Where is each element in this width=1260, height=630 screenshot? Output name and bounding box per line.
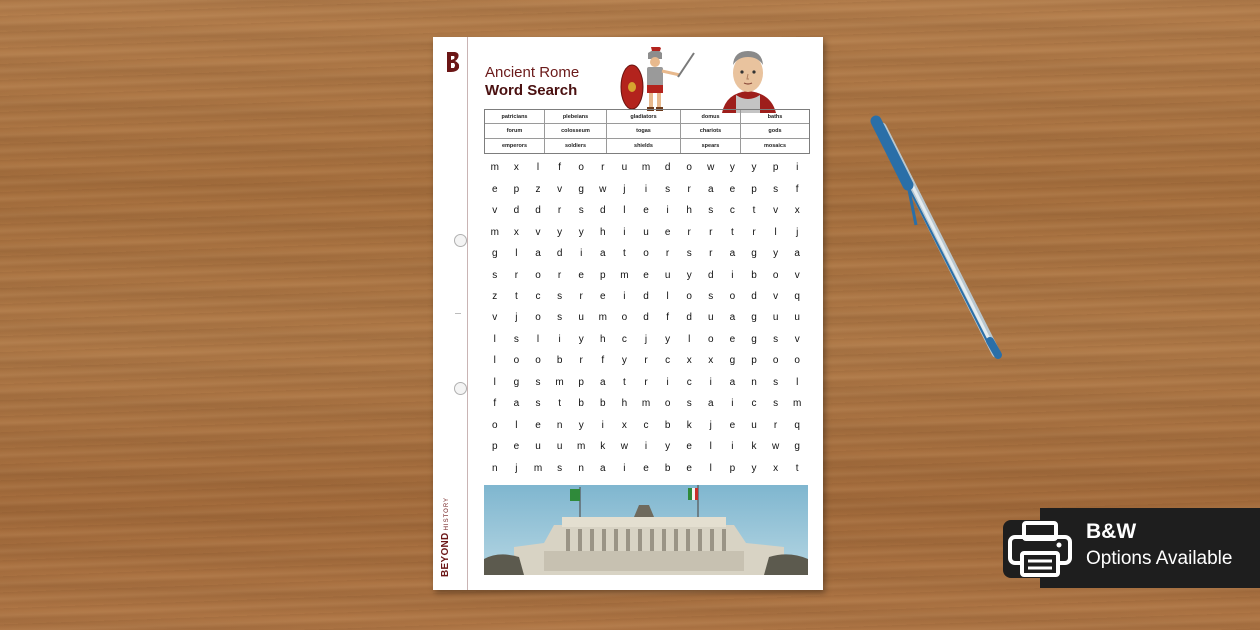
grid-letter: t: [795, 462, 799, 474]
grid-letter: s: [773, 398, 779, 410]
grid-letter: u: [772, 312, 779, 324]
grid-letter: v: [535, 226, 541, 238]
grid-letter: i: [558, 333, 561, 345]
grid-letter: a: [729, 248, 736, 260]
grid-letter: b: [556, 355, 563, 367]
grid-letter: o: [794, 355, 800, 367]
printer-icon: [1006, 519, 1074, 579]
word-bank-cell: domus: [681, 110, 741, 124]
grid-letter: o: [492, 419, 498, 431]
grid-letter: m: [620, 269, 629, 281]
grid-letter: x: [621, 419, 627, 431]
grid-letter: d: [556, 248, 563, 260]
grid-letter: u: [643, 226, 649, 238]
grid-letter: b: [600, 398, 606, 410]
grid-letter: q: [794, 291, 800, 303]
grid-letter: m: [641, 162, 651, 174]
badge-subtitle: Options Available: [1086, 548, 1233, 569]
margin-line: [467, 37, 468, 590]
grid-letter: l: [493, 355, 496, 367]
emperor-illustration: [716, 47, 781, 113]
grid-letter: i: [796, 162, 799, 174]
grid-letter: f: [666, 312, 669, 324]
grid-letter: i: [644, 441, 648, 453]
grid-letter: y: [578, 419, 584, 431]
word-bank-cell: chariots: [681, 124, 741, 138]
grid-letter: o: [686, 291, 692, 303]
grid-letter: e: [643, 462, 649, 474]
grid-letter: n: [751, 376, 757, 388]
grid-letter: s: [708, 291, 714, 303]
grid-letter: v: [773, 291, 779, 303]
grid-letter: f: [601, 355, 605, 367]
grid-letter: e: [643, 205, 649, 217]
grid-letter: o: [578, 162, 584, 174]
grid-letter: c: [643, 419, 649, 431]
grid-letter: c: [729, 205, 735, 217]
grid-letter: c: [751, 398, 757, 410]
grid-letter: s: [578, 205, 584, 217]
grid-letter: i: [623, 462, 626, 474]
grid-letter: m: [641, 398, 651, 410]
grid-letter: m: [793, 398, 802, 410]
grid-letter: d: [708, 269, 714, 281]
grid-letter: w: [620, 441, 628, 453]
grid-letter: s: [513, 333, 519, 345]
word-bank-cell: mosaics: [763, 142, 786, 149]
grid-letter: o: [535, 355, 541, 367]
word-bank-cell: spears: [681, 139, 741, 153]
grid-letter: l: [666, 291, 669, 303]
grid-letter: i: [666, 205, 669, 217]
grid-letter: n: [578, 462, 584, 474]
grid-letter: w: [707, 162, 715, 174]
grid-letter: i: [623, 226, 626, 238]
grid-letter: t: [752, 205, 756, 217]
grid-letter: l: [623, 205, 626, 217]
grid-letter: k: [751, 441, 757, 453]
word-bank-cell: forum: [485, 124, 545, 138]
brand-label: [440, 497, 451, 577]
word-bank-cell: gladiators: [607, 110, 681, 124]
punch-mark: [455, 313, 461, 314]
word-bank-cell: plebeians: [545, 110, 607, 124]
grid-letter: b: [664, 419, 671, 431]
grid-letter: x: [773, 462, 779, 474]
grid-letter: a: [535, 248, 541, 260]
grid-letter: s: [773, 183, 779, 195]
grid-letter: p: [772, 162, 779, 174]
word-search-grid: [484, 157, 808, 479]
grid-letter: r: [752, 226, 756, 238]
grid-letter: m: [533, 462, 543, 474]
grid-letter: x: [708, 355, 714, 367]
grid-letter: u: [578, 312, 584, 324]
grid-letter: w: [599, 183, 607, 195]
grid-letter: h: [600, 333, 606, 345]
grid-letter: i: [709, 376, 712, 388]
grid-letter: g: [751, 248, 757, 260]
grid-letter: t: [623, 248, 626, 260]
grid-letter: i: [731, 269, 734, 281]
grid-letter: b: [578, 398, 584, 410]
grid-letter: r: [687, 183, 691, 195]
grid-letter: u: [794, 312, 800, 324]
grid-letter: l: [709, 462, 712, 474]
grid-letter: r: [709, 226, 713, 238]
worksheet-page: [433, 37, 823, 590]
grid-letter: p: [492, 441, 498, 453]
grid-letter: x: [513, 162, 519, 174]
grid-letter: o: [513, 355, 520, 367]
grid-letter: y: [578, 226, 584, 238]
grid-letter: d: [535, 205, 541, 217]
grid-letter: o: [664, 398, 671, 410]
grid-letter: e: [686, 462, 692, 474]
badge-title: B&W: [1086, 520, 1137, 543]
grid-letter: e: [729, 183, 736, 195]
grid-letter: i: [666, 376, 669, 388]
grid-letter: g: [794, 441, 800, 453]
grid-letter: a: [708, 183, 714, 195]
ballpoint-pen: [868, 115, 1013, 365]
grid-letter: r: [687, 226, 691, 238]
grid-letter: i: [731, 441, 734, 453]
grid-letter: g: [751, 333, 757, 345]
word-bank-cell: baths: [741, 110, 809, 124]
grid-letter: s: [557, 462, 563, 474]
grid-letter: v: [773, 205, 779, 217]
grid-letter: s: [535, 376, 541, 388]
grid-letter: s: [686, 248, 692, 260]
grid-letter: v: [794, 333, 800, 345]
grid-letter: p: [513, 183, 520, 195]
grid-letter: a: [600, 248, 606, 260]
grid-letter: i: [644, 183, 648, 195]
grid-letter: b: [751, 269, 757, 281]
grid-letter: m: [555, 376, 564, 388]
word-bank-cell: gods: [741, 124, 809, 138]
grid-letter: u: [621, 162, 628, 174]
grid-letter: s: [535, 398, 541, 410]
grid-letter: o: [686, 162, 692, 174]
grid-letter: j: [796, 226, 799, 238]
grid-letter: d: [751, 291, 757, 303]
grid-letter: r: [579, 291, 583, 303]
grid-letter: s: [686, 398, 692, 410]
grid-letter: e: [729, 333, 736, 345]
grid-letter: s: [773, 376, 779, 388]
monument-photo: [484, 485, 808, 575]
word-bank-cell: colosseum: [545, 124, 607, 138]
grid-letter: v: [492, 312, 498, 324]
word-bank-cell: patricians: [485, 110, 545, 124]
grid-letter: n: [556, 419, 563, 431]
grid-letter: i: [731, 398, 734, 410]
grid-letter: u: [556, 441, 563, 453]
grid-letter: r: [644, 376, 648, 388]
grid-letter: l: [709, 441, 712, 453]
grid-letter: u: [535, 441, 541, 453]
grid-letter: z: [535, 183, 541, 195]
grid-letter: k: [600, 441, 606, 453]
grid-letter: y: [665, 441, 671, 453]
grid-letter: o: [772, 269, 779, 281]
grid-letter: a: [600, 462, 606, 474]
grid-letter: m: [490, 226, 499, 238]
grid-letter: c: [686, 376, 692, 388]
grid-letter: e: [600, 291, 606, 303]
grid-letter: m: [598, 312, 607, 324]
grid-letter: v: [492, 205, 498, 217]
grid-letter: g: [729, 355, 736, 367]
grid-letter: u: [708, 312, 714, 324]
grid-letter: a: [513, 398, 520, 410]
grid-letter: o: [643, 248, 649, 260]
grid-letter: y: [751, 162, 757, 174]
word-bank-table: [484, 109, 810, 154]
grid-letter: r: [644, 355, 648, 367]
grid-letter: r: [665, 248, 670, 260]
grid-letter: s: [557, 291, 563, 303]
grid-letter: l: [688, 333, 691, 345]
grid-letter: f: [493, 398, 497, 410]
grid-letter: n: [492, 462, 498, 474]
grid-letter: o: [535, 312, 541, 324]
grid-letter: j: [623, 183, 626, 195]
grid-letter: d: [513, 205, 520, 217]
grid-letter: l: [493, 376, 496, 388]
grid-letter: f: [795, 183, 799, 195]
grid-letter: y: [621, 355, 627, 367]
grid-letter: s: [557, 312, 563, 324]
grid-letter: a: [600, 376, 606, 388]
grid-letter: i: [623, 291, 626, 303]
punch-hole: [454, 234, 467, 247]
grid-letter: r: [773, 419, 778, 431]
grid-letter: c: [665, 355, 671, 367]
grid-letter: m: [490, 162, 499, 174]
grid-letter: j: [515, 312, 518, 324]
grid-letter: s: [665, 183, 671, 195]
grid-letter: j: [709, 419, 712, 431]
grid-letter: h: [686, 205, 692, 217]
grid-letter: e: [513, 441, 520, 453]
grid-letter: t: [623, 376, 626, 388]
grid-letter: x: [794, 205, 800, 217]
grid-letter: p: [729, 462, 736, 474]
punch-hole: [454, 382, 467, 395]
grid-letter: t: [558, 398, 561, 410]
grid-letter: r: [601, 162, 605, 174]
grid-letter: y: [686, 269, 692, 281]
grid-letter: a: [729, 312, 736, 324]
grid-letter: q: [794, 419, 800, 431]
word-bank-cell: togas: [607, 124, 681, 138]
grid-letter: k: [686, 419, 692, 431]
grid-letter: e: [578, 269, 584, 281]
grid-letter: b: [664, 462, 671, 474]
grid-letter: x: [686, 355, 692, 367]
grid-letter: d: [643, 291, 649, 303]
grid-letter: p: [600, 269, 606, 281]
grid-letter: l: [796, 376, 799, 388]
grid-letter: l: [536, 162, 540, 174]
grid-letter: d: [686, 312, 692, 324]
grid-letter: d: [643, 312, 649, 324]
grid-letter: e: [686, 441, 692, 453]
grid-letter: l: [515, 248, 518, 260]
grid-letter: h: [621, 398, 628, 410]
grid-letter: l: [493, 333, 496, 345]
grid-letter: a: [708, 398, 714, 410]
grid-letter: o: [772, 355, 779, 367]
grid-letter: y: [751, 462, 757, 474]
grid-letter: r: [579, 355, 583, 367]
word-bank-cell: emperors: [485, 139, 545, 153]
grid-letter: r: [557, 269, 562, 281]
grid-letter: j: [515, 462, 518, 474]
grid-letter: e: [643, 269, 649, 281]
grid-letter: r: [557, 205, 562, 217]
title-line-2: Word Search: [485, 82, 578, 99]
grid-letter: c: [535, 291, 541, 303]
beyond-logo-icon: [445, 51, 461, 73]
grid-letter: y: [578, 333, 584, 345]
word-bank-cell: soldiers: [545, 139, 607, 153]
grid-letter: r: [514, 269, 519, 281]
roman-soldier-illustration: [618, 47, 700, 113]
grid-letter: s: [492, 269, 498, 281]
grid-letter: p: [751, 355, 757, 367]
grid-letter: e: [729, 419, 736, 431]
grid-letter: u: [664, 269, 671, 281]
grid-letter: h: [600, 226, 606, 238]
grid-letter: o: [729, 291, 736, 303]
grid-letter: p: [751, 183, 757, 195]
grid-letter: e: [664, 226, 671, 238]
grid-letter: v: [794, 269, 800, 281]
grid-letter: e: [535, 419, 541, 431]
grid-letter: y: [665, 333, 671, 345]
grid-letter: l: [536, 333, 540, 345]
grid-letter: d: [664, 162, 671, 174]
grid-letter: l: [515, 419, 518, 431]
grid-letter: p: [578, 376, 584, 388]
grid-letter: g: [751, 312, 757, 324]
grid-letter: w: [771, 441, 780, 453]
grid-letter: l: [774, 226, 777, 238]
brand-sub: HISTORY: [444, 496, 450, 531]
grid-letter: d: [600, 205, 606, 217]
grid-letter: o: [535, 269, 541, 281]
word-bank-cell: shields: [607, 139, 681, 153]
title-line-1: Ancient Rome: [485, 64, 580, 81]
grid-letter: m: [577, 441, 586, 453]
grid-letter: y: [729, 162, 735, 174]
grid-letter: c: [621, 333, 627, 345]
grid-letter: r: [709, 248, 713, 260]
grid-letter: g: [492, 248, 498, 260]
grid-letter: f: [558, 162, 561, 174]
grid-letter: s: [708, 205, 714, 217]
grid-letter: o: [621, 312, 628, 324]
grid-letter: x: [513, 226, 519, 238]
grid-letter: g: [513, 376, 520, 388]
grid-letter: o: [708, 333, 714, 345]
grid-letter: j: [644, 333, 648, 345]
grid-letter: g: [578, 183, 584, 195]
grid-letter: i: [601, 419, 604, 431]
grid-letter: y: [557, 226, 563, 238]
grid-letter: v: [557, 183, 563, 195]
grid-letter: z: [492, 291, 498, 303]
grid-letter: t: [515, 291, 518, 303]
grid-letter: y: [773, 248, 779, 260]
brand-main: BEYOND: [440, 532, 451, 577]
grid-letter: a: [794, 248, 800, 260]
grid-letter: a: [729, 376, 736, 388]
grid-letter: e: [492, 183, 498, 195]
grid-letter: u: [751, 419, 757, 431]
grid-letter: s: [773, 333, 779, 345]
grid-letter: i: [580, 248, 583, 260]
grid-letter: t: [731, 226, 734, 238]
